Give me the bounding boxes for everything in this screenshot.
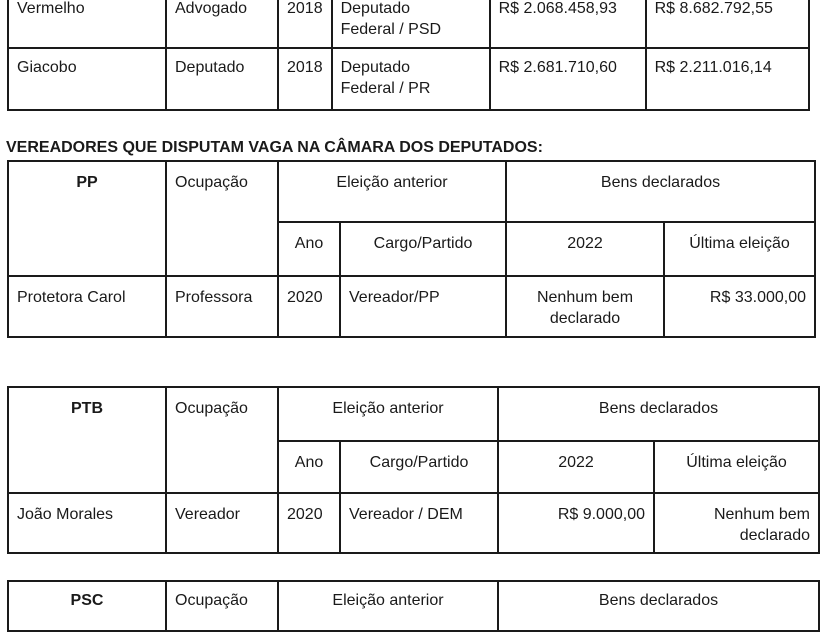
- header-eleicao-anterior: Eleição anterior: [278, 161, 506, 222]
- bens-line-2: declarado: [739, 527, 810, 544]
- header-bens-declarados: Bens declarados: [498, 581, 819, 631]
- header-2022: 2022: [506, 222, 664, 276]
- occupation-cell: Deputado: [166, 48, 278, 110]
- bens-2022-cell: R$ 2.681.710,60: [490, 48, 646, 110]
- header-ultima-eleicao: Última eleição: [664, 222, 815, 276]
- year-cell: 2018: [278, 48, 332, 110]
- table-row: [8, 493, 819, 553]
- header-row: [8, 161, 815, 222]
- bens-ultima-cell: [654, 493, 819, 553]
- cargo-line-1: Deputado: [340, 59, 410, 76]
- cargo-line-1: Deputado: [340, 0, 410, 17]
- cargo-cell: Vereador/PP: [340, 276, 506, 337]
- candidate-name: Protetora Carol: [8, 276, 166, 337]
- cargo-line-2: Federal / PSD: [340, 21, 442, 38]
- header-row: [8, 387, 819, 441]
- bens-line-2: declarado: [549, 310, 621, 327]
- year-cell: 2020: [278, 276, 340, 337]
- bens-ultima-cell: R$ 2.211.016,14: [646, 48, 809, 110]
- pp-table: [7, 160, 816, 338]
- candidate-name: Vermelho: [8, 0, 166, 48]
- header-ocupacao: Ocupação: [166, 387, 278, 493]
- header-ocupacao: Ocupação: [166, 161, 278, 276]
- candidate-name: Giacobo: [8, 48, 166, 110]
- year-cell: 2020: [278, 493, 340, 553]
- occupation-cell: Vereador: [166, 493, 278, 553]
- section-heading: VEREADORES QUE DISPUTAM VAGA NA CÂMARA DOS DEPUTADOS:: [6, 139, 543, 156]
- year-cell: 2018: [278, 0, 332, 48]
- table-row: [8, 276, 815, 337]
- deputies-table: [7, 0, 810, 111]
- header-row: [8, 581, 819, 631]
- header-cargo-partido: Cargo/Partido: [340, 441, 498, 493]
- header-2022: 2022: [498, 441, 654, 493]
- occupation-cell: Advogado: [166, 0, 278, 48]
- ptb-table: [7, 386, 820, 554]
- bens-2022-cell: R$ 2.068.458,93: [490, 0, 646, 48]
- bens-2022-cell: [506, 276, 664, 337]
- header-ano: Ano: [278, 222, 340, 276]
- table-row: [8, 0, 809, 48]
- header-cargo-partido: Cargo/Partido: [340, 222, 506, 276]
- occupation-cell: Professora: [166, 276, 278, 337]
- cargo-line-2: Federal / PR: [340, 80, 431, 97]
- candidate-name: João Morales: [8, 493, 166, 553]
- party-name: PSC: [8, 581, 166, 631]
- header-eleicao-anterior: Eleição anterior: [278, 581, 498, 631]
- party-name: PTB: [8, 387, 166, 493]
- header-ano: Ano: [278, 441, 340, 493]
- bens-line-1: Nenhum bem: [713, 506, 810, 523]
- party-name: PP: [8, 161, 166, 276]
- header-ultima-eleicao: Última eleição: [654, 441, 819, 493]
- psc-table: [7, 580, 820, 632]
- cargo-cell: [332, 0, 490, 48]
- table-row: [8, 48, 809, 110]
- bens-ultima-cell: R$ 8.682.792,55: [646, 0, 809, 48]
- header-bens-declarados: Bens declarados: [506, 161, 815, 222]
- cargo-cell: [332, 48, 490, 110]
- header-eleicao-anterior: Eleição anterior: [278, 387, 498, 441]
- header-bens-declarados: Bens declarados: [498, 387, 819, 441]
- bens-2022-cell: R$ 9.000,00: [498, 493, 654, 553]
- header-ocupacao: Ocupação: [166, 581, 278, 631]
- cargo-cell: Vereador / DEM: [340, 493, 498, 553]
- bens-line-1: Nenhum bem: [536, 289, 634, 306]
- bens-ultima-cell: R$ 33.000,00: [664, 276, 815, 337]
